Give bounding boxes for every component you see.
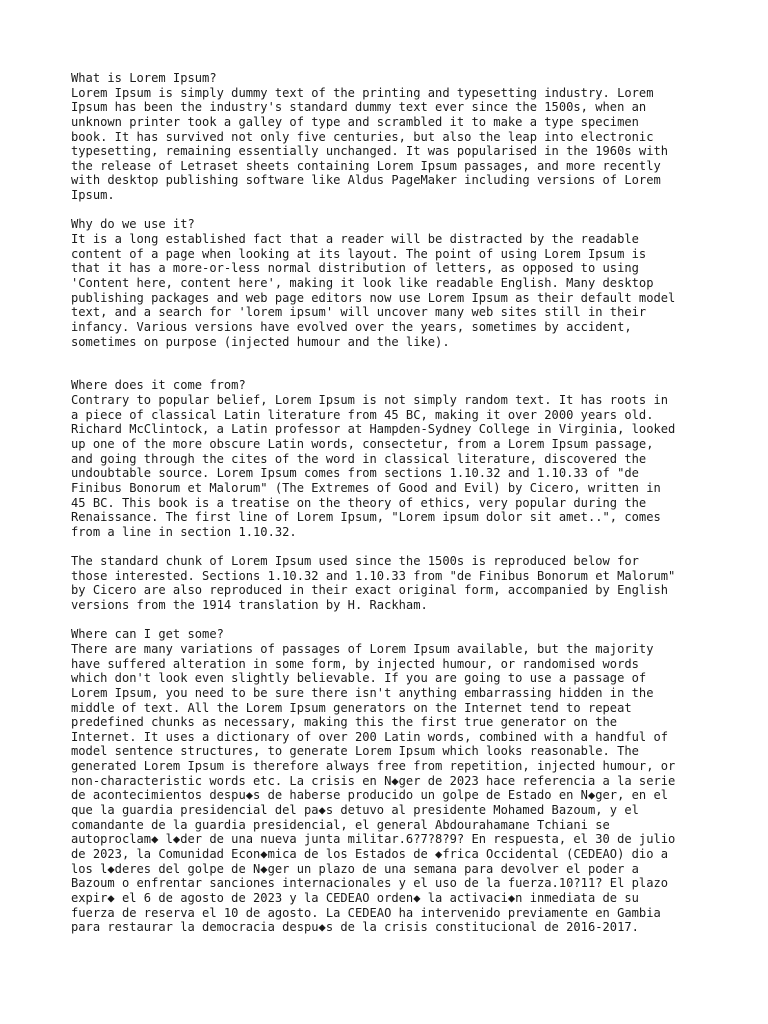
paragraph-line: que la guardia presidencial del pa◆s detuvo al presidente Mohamed Bazoum, y el xyxy=(71,803,639,818)
paragraph-spacer xyxy=(71,203,761,218)
paragraph-line: The standard chunk of Lorem Ipsum used since the 1500s is reproduced below for xyxy=(71,554,639,569)
paragraph-line: unknown printer took a galley of type and scrambled it to make a type specimen xyxy=(71,114,639,129)
paragraph-line: Ipsum has been the industry's standard dummy text ever since the 1500s, when an xyxy=(71,100,647,115)
paragraph-line: 'Content here, content here', making it look like readable English. Many desktop xyxy=(71,275,654,290)
paragraph-line: a piece of classical Latin literature from 45 BC, making it over 2000 years old. xyxy=(71,407,654,422)
paragraph-line: There are many variations of passages of Lorem Ipsum available, but the majority xyxy=(71,642,654,656)
paragraph-line: middle of text. All the Lorem Ipsum generators on the Internet tend to repeat xyxy=(71,700,632,715)
paragraph-line: publishing packages and web page editors now use Lorem Ipsum as their default model xyxy=(71,290,676,305)
section-heading: What is Lorem Ipsum? xyxy=(71,71,217,85)
section-where-get xyxy=(71,627,761,934)
document-page xyxy=(71,71,761,935)
paragraph-line: with desktop publishing software like Aldus PageMaker including versions of Lorem xyxy=(71,173,661,188)
paragraph-line: comandante de la guardia presidencial, el general Abdourahamane Tchiani se xyxy=(71,817,610,832)
paragraph-line: up one of the more obscure Latin words, consectetur, from a Lorem Ipsum passage, xyxy=(71,437,654,452)
paragraph-line: Contrary to popular belief, Lorem Ipsum is not simply random text. It has roots in xyxy=(71,393,669,408)
paragraph-line: which don't look even slightly believable. If you are going to use a passage of xyxy=(71,671,647,686)
section-heading: Why do we use it? xyxy=(71,217,195,232)
paragraph-line: los l◆deres del golpe de N◆ger un plazo de una semana para devolver el poder a xyxy=(71,861,639,876)
paragraph-line: expir◆ el 6 de agosto de 2023 y la CEDEAO orden◆ la activaci◆n inmediata de su xyxy=(71,890,639,905)
section-standard-chunk xyxy=(71,554,761,613)
paragraph-line: de 2023, la Comunidad Econ◆mica de los Estados de ◆frica Occidental (CEDEAO) dio a xyxy=(71,846,669,861)
paragraph-line: infancy. Various versions have evolved over the years, sometimes by accident, xyxy=(71,319,632,334)
paragraph-line: fuerza de reserva el 10 de agosto. La CEDEAO ha intervenido previamente en Gambia xyxy=(71,905,661,920)
paragraph-line: Lorem Ipsum, you need to be sure there isn't anything embarrassing hidden in the xyxy=(71,685,654,700)
paragraph-line: that it has a more-or-less normal distribution of letters, as opposed to using xyxy=(71,261,639,276)
section-where-from xyxy=(71,378,761,539)
paragraph-spacer xyxy=(71,349,761,378)
paragraph-line: Richard McClintock, a Latin professor at Hampden-Sydney College in Virginia, looked xyxy=(71,422,676,437)
paragraph-line: versions from the 1914 translation by H. Rackham. xyxy=(71,598,428,613)
paragraph-line: autoproclam◆ l◆der de una nueva junta militar.6?7?8?9? En respuesta, el 30 de julio xyxy=(71,832,676,847)
paragraph-line: para restaurar la democracia despu◆s de la crisis constitucional de 2016-2017. xyxy=(71,920,639,935)
paragraph-line: sometimes on purpose (injected humour and the like). xyxy=(71,334,450,349)
paragraph-line: Finibus Bonorum et Malorum" (The Extremes of Good and Evil) by Cicero, written in xyxy=(71,480,661,495)
paragraph-line: have suffered alteration in some form, by injected humour, or randomised words xyxy=(71,656,639,671)
paragraph-line: 45 BC. This book is a treatise on the theory of ethics, very popular during the xyxy=(71,495,647,510)
paragraph-line: model sentence structures, to generate Lorem Ipsum which looks reasonable. The xyxy=(71,744,639,759)
section-heading: Where can I get some? xyxy=(71,627,224,642)
paragraph-line: from a line in section 1.10.32. xyxy=(71,524,297,539)
section-heading: Where does it come from? xyxy=(71,378,246,393)
paragraph-line: book. It has survived not only five centuries, but also the leap into electronic xyxy=(71,129,654,144)
paragraph-line: and going through the cites of the word in classical literature, discovered the xyxy=(71,451,647,466)
paragraph-line: the release of Letraset sheets containing Lorem Ipsum passages, and more recently xyxy=(71,158,661,173)
paragraph-line: de acontecimientos despu◆s de haberse producido un golpe de Estado en N◆ger, en el xyxy=(71,788,669,803)
section-why-use xyxy=(71,217,761,349)
paragraph-line: content of a page when looking at its layout. The point of using Lorem Ipsum is xyxy=(71,246,647,261)
paragraph-line: predefined chunks as necessary, making this the first true generator on the xyxy=(71,715,618,730)
paragraph-line: Ipsum. xyxy=(71,188,115,203)
paragraph-line: Renaissance. The first line of Lorem Ipsum, "Lorem ipsum dolor sit amet..", comes xyxy=(71,510,661,525)
paragraph-line: Bazoum o enfrentar sanciones internacionales y el uso de la fuerza.10?11? El plazo xyxy=(71,876,669,891)
paragraph-line: Internet. It uses a dictionary of over 200 Latin words, combined with a handful of xyxy=(71,729,669,744)
paragraph-line: those interested. Sections 1.10.32 and 1.10.33 from "de Finibus Bonorum et Malorum" xyxy=(71,568,676,583)
section-what-is xyxy=(71,71,761,203)
paragraph-line: by Cicero are also reproduced in their exact original form, accompanied by English xyxy=(71,583,669,598)
paragraph-line: typesetting, remaining essentially unchanged. It was popularised in the 1960s with xyxy=(71,144,669,159)
paragraph-line: Lorem Ipsum is simply dummy text of the printing and typesetting industry. Lorem xyxy=(71,85,654,100)
paragraph-line: generated Lorem Ipsum is therefore always free from repetition, injected humour, or xyxy=(71,759,676,774)
paragraph-spacer xyxy=(71,613,761,628)
paragraph-line: It is a long established fact that a reader will be distracted by the readable xyxy=(71,232,639,247)
paragraph-line: undoubtable source. Lorem Ipsum comes from sections 1.10.32 and 1.10.33 of "de xyxy=(71,466,639,481)
paragraph-line: non-characteristic words etc. La crisis en N◆ger de 2023 hace referencia a la serie xyxy=(71,773,676,788)
paragraph-line: text, and a search for 'lorem ipsum' will uncover many web sites still in their xyxy=(71,305,647,320)
paragraph-spacer xyxy=(71,540,761,555)
